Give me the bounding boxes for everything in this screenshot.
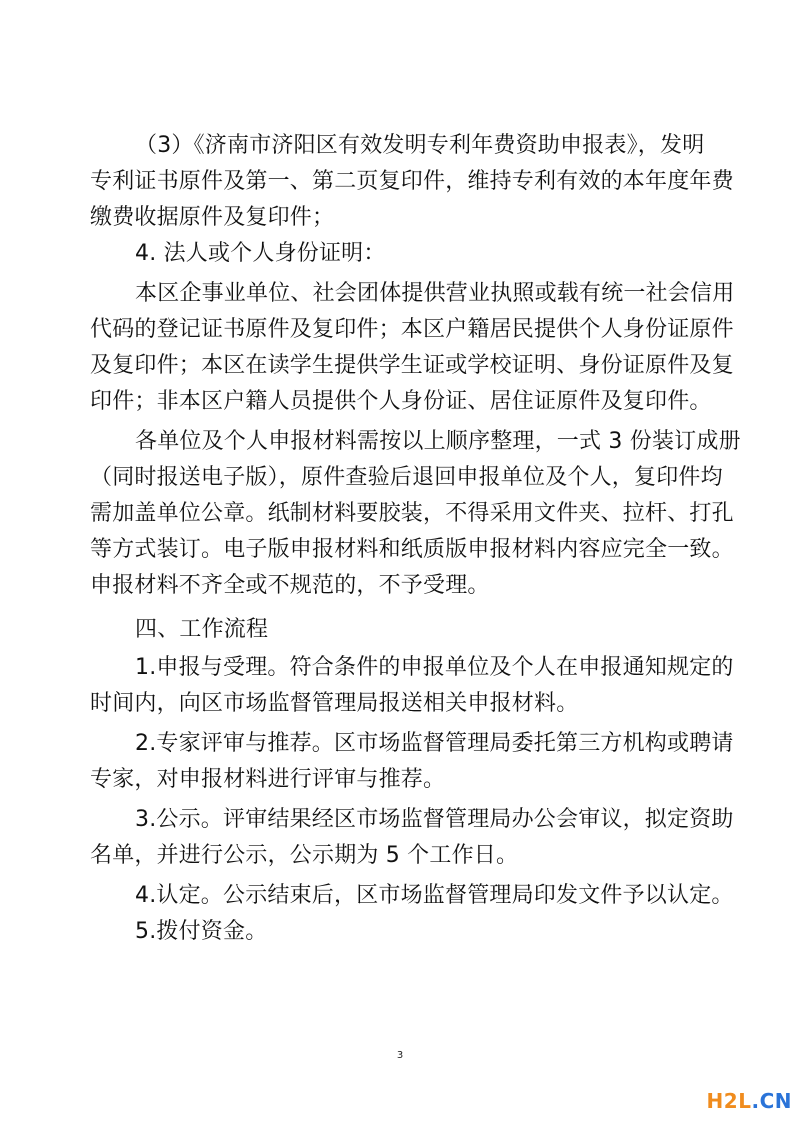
paragraph-line: （同时报送电子版），原件查验后退回申报单位及个人，复印件均	[90, 465, 723, 490]
paragraph-line: 3.公示。评审结果经区市场监督管理局办公会审议，拟定资助	[135, 807, 734, 832]
paragraph-line: 缴费收据原件及复印件；	[90, 205, 335, 230]
section-heading: 四、工作流程	[135, 617, 269, 642]
paragraph-line: 需加盖单位公章。纸制材料要胶装，不得采用文件夹、拉杆、打孔	[90, 501, 734, 526]
paragraph-line: 4.认定。公示结束后，区市场监督管理局印发文件予以认定。	[135, 883, 734, 908]
paragraph-line: 专家，对申报材料进行评审与推荐。	[90, 767, 446, 792]
section-heading: 4. 法人或个人身份证明：	[135, 241, 386, 266]
paragraph-line: （3）《济南市济阳区有效发明专利年费资助申报表》，发明	[135, 133, 705, 158]
paragraph-line: 时间内，向区市场监督管理局报送相关申报材料。	[90, 691, 579, 716]
paragraph-line: 5.拨付资金。	[135, 919, 268, 944]
paragraph-line: 2.专家评审与推荐。区市场监督管理局委托第三方机构或聘请	[135, 731, 734, 756]
paragraph-line: 名单，并进行公示，公示期为 5 个工作日。	[90, 843, 519, 868]
paragraph-line: 本区企事业单位、社会团体提供营业执照或载有统一社会信用	[135, 281, 735, 306]
paragraph-line: 代码的登记证书原件及复印件；本区户籍居民提供个人身份证原件	[90, 317, 734, 342]
paragraph-line: 1.申报与受理。符合条件的申报单位及个人在申报通知规定的	[135, 655, 734, 680]
paragraph-line: 专利证书原件及第一、第二页复印件，维持专利有效的本年度年费	[90, 169, 734, 194]
paragraph-line: 申报材料不齐全或不规范的，不予受理。	[90, 573, 490, 598]
paragraph-line: 各单位及个人申报材料需按以上顺序整理，一式 3 份装订成册	[135, 429, 741, 454]
site-watermark-logo: H 2 L . CN	[706, 1089, 792, 1113]
page-number: 3	[396, 1050, 404, 1061]
paragraph-line: 等方式装订。电子版申报材料和纸质版申报材料内容应完全一致。	[90, 537, 734, 562]
paragraph-line: 及复印件；本区在读学生提供学生证或学校证明、身份证原件及复	[90, 353, 734, 378]
paragraph-line: 印件；非本区户籍人员提供个人身份证、居住证原件及复印件。	[90, 389, 712, 414]
